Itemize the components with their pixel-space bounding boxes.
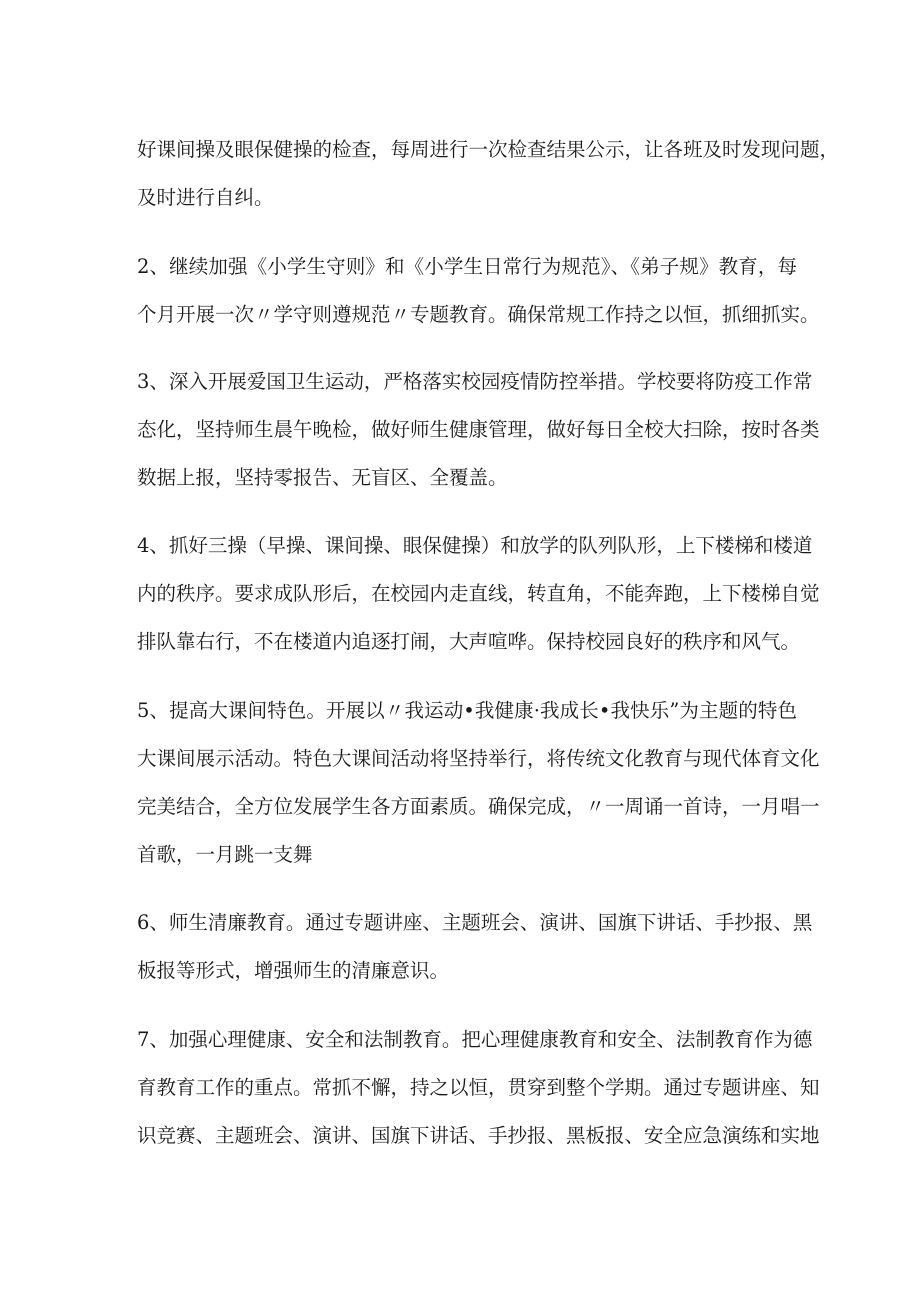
paragraph-line: 育教育工作的重点。常抓不懈，持之以恒，贯穿到整个学期。通过专题讲座、知 [137,1076,820,1099]
paragraph-line: 首歌，一月跳一支舞 [137,843,313,866]
paragraph-line: 7、加强心理健康、安全和法制教育。把心理健康教育和安全、法制教育作为德 [137,1028,813,1051]
paragraph-3 [137,358,820,502]
paragraph-line: 数据上报，坚持零报告、无盲区、全覆盖。 [137,466,508,489]
paragraph-line: 识竞赛、主题班会、演讲、国旗下讲话、手抄报、黑板报、安全应急演练和实地 [137,1124,820,1147]
paragraph-5 [137,687,820,879]
paragraph-line: 及时进行自纠。 [137,186,274,209]
paragraph-line: 完美结合，全方位发展学生各方面素质。确保完成，〃一周诵一首诗，一月唱一 [137,795,820,818]
paragraph-line: 大课间展示活动。特色大课间活动将坚持举行，将传统文化教育与现代体育文化 [137,747,820,770]
paragraph-2 [137,243,820,339]
paragraph-line: 6、师生清廉教育。通过专题讲座、主题班会、演讲、国旗下讲话、手抄报、黑 [137,911,813,934]
paragraph-line: 4、抓好三操（早操、课间操、眼保健操）和放学的队列队形，上下楼梯和楼道 [137,534,813,557]
paragraph-line: 2、继续加强《小学生守则》和《小学生日常行为规范》、《弟子规》教育，每 [137,255,797,278]
paragraph-line: 内的秩序。要求成队形后，在校园内走直线，转直角，不能奔跑，上下楼梯自觉 [137,582,820,605]
paragraph-1 [137,126,840,222]
paragraph-line: 排队靠右行，不在楼道内追逐打闹，大声喧哗。保持校园良好的秩序和风气。 [137,630,801,653]
paragraph-line: 好课间操及眼保健操的检查，每周进行一次检查结果公示，让各班及时发现问题， [137,138,840,161]
paragraph-line: 态化，坚持师生晨午晚检，做好师生健康管理，做好每日全校大扫除，按时各类 [137,418,820,441]
paragraph-4 [137,522,820,666]
paragraph-line: 5、提高大课间特色。开展以〃我运动•我健康·我成长•我快乐”为主题的特色 [137,699,797,722]
paragraph-line: 3、深入开展爱国卫生运动，严格落实校园疫情防控举措。学校要将防疫工作常 [137,370,813,393]
paragraph-7 [137,1016,820,1160]
paragraph-line: 个月开展一次〃学守则遵规范〃专题教育。确保常规工作持之以恒，抓细抓实。 [137,303,820,326]
paragraph-line: 板报等形式，增强师生的清廉意识。 [137,959,450,982]
paragraph-6 [137,899,813,995]
